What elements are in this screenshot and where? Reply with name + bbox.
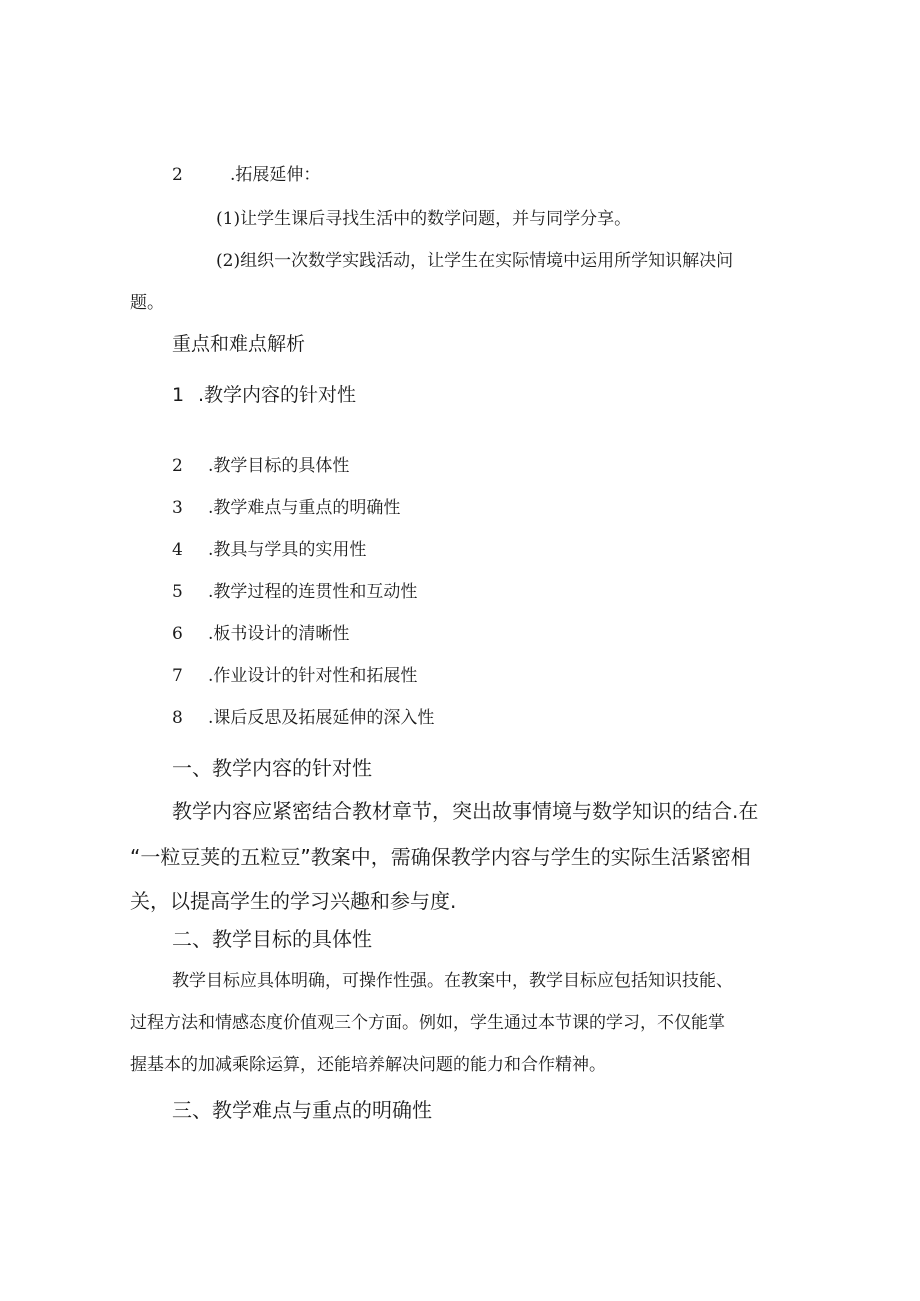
analysis-item-label: .板书设计的清晰性 [208,624,350,644]
analysis-item-number: 4 [172,540,183,560]
section-1-heading: 一、教学内容的针对性 [172,756,372,780]
extension-heading [172,160,320,185]
analysis-item-label: .教学难点与重点的明确性 [208,498,401,518]
analysis-title: 重点和难点解析 [172,333,306,355]
section-1-line-1: 教学内容应紧密结合教材章节，突出故事情境与数学知识的结合.在 [172,799,759,823]
analysis-item [172,493,400,518]
analysis-item-1-number: 1 [172,384,185,406]
analysis-item-label: .作业设计的针对性和拓展性 [208,666,418,686]
analysis-item-number: 2 [172,456,183,476]
extension-heading-label: .拓展延伸： [230,165,321,185]
extension-number: 2 [172,165,183,185]
analysis-item-number: 5 [172,582,183,602]
extension-item-2-line-2: 题。 [130,293,164,313]
analysis-item-number: 6 [172,624,183,644]
extension-item-1: (1)让学生课后寻找生活中的数学问题，并与同学分享。 [216,209,632,229]
analysis-item-label: .教学过程的连贯性和互动性 [208,582,418,602]
analysis-item-number: 7 [172,666,183,686]
extension-item-2-line-1: (2)组织一次数学实践活动，让学生在实际情境中运用所学知识解决问 [216,251,734,271]
analysis-item-label: .教学目标的具体性 [208,456,350,476]
section-2-line-3: 握基本的加减乘除运算，还能培养解决问题的能力和合作精神。 [130,1055,606,1075]
analysis-item-1 [172,380,356,407]
analysis-item-label: .教具与学具的实用性 [208,540,367,560]
section-2-line-1: 教学目标应具体明确，可操作性强。在教案中，教学目标应包括知识技能、 [172,971,733,991]
section-1-line-2: “一粒豆荚的五粒豆”教案中，需确保教学内容与学生的实际生活紧密相 [130,845,751,869]
section-2-heading: 二、教学目标的具体性 [172,927,372,951]
analysis-item [172,703,434,728]
analysis-item-label: .课后反思及拓展延伸的深入性 [208,708,435,728]
analysis-item-1-label: .教学内容的针对性 [198,384,357,406]
analysis-item [172,577,417,602]
analysis-item-number: 8 [172,708,183,728]
analysis-item [172,661,417,686]
section-3-heading: 三、教学难点与重点的明确性 [172,1098,432,1122]
analysis-item-number: 3 [172,498,183,518]
analysis-item [172,451,349,476]
section-2-line-2: 过程方法和情感态度价值观三个方面。例如，学生通过本节课的学习，不仅能掌 [130,1013,725,1033]
section-1-line-3: 关，以提高学生的学习兴趣和参与度. [130,889,457,913]
analysis-item [172,535,366,560]
analysis-item [172,619,349,644]
